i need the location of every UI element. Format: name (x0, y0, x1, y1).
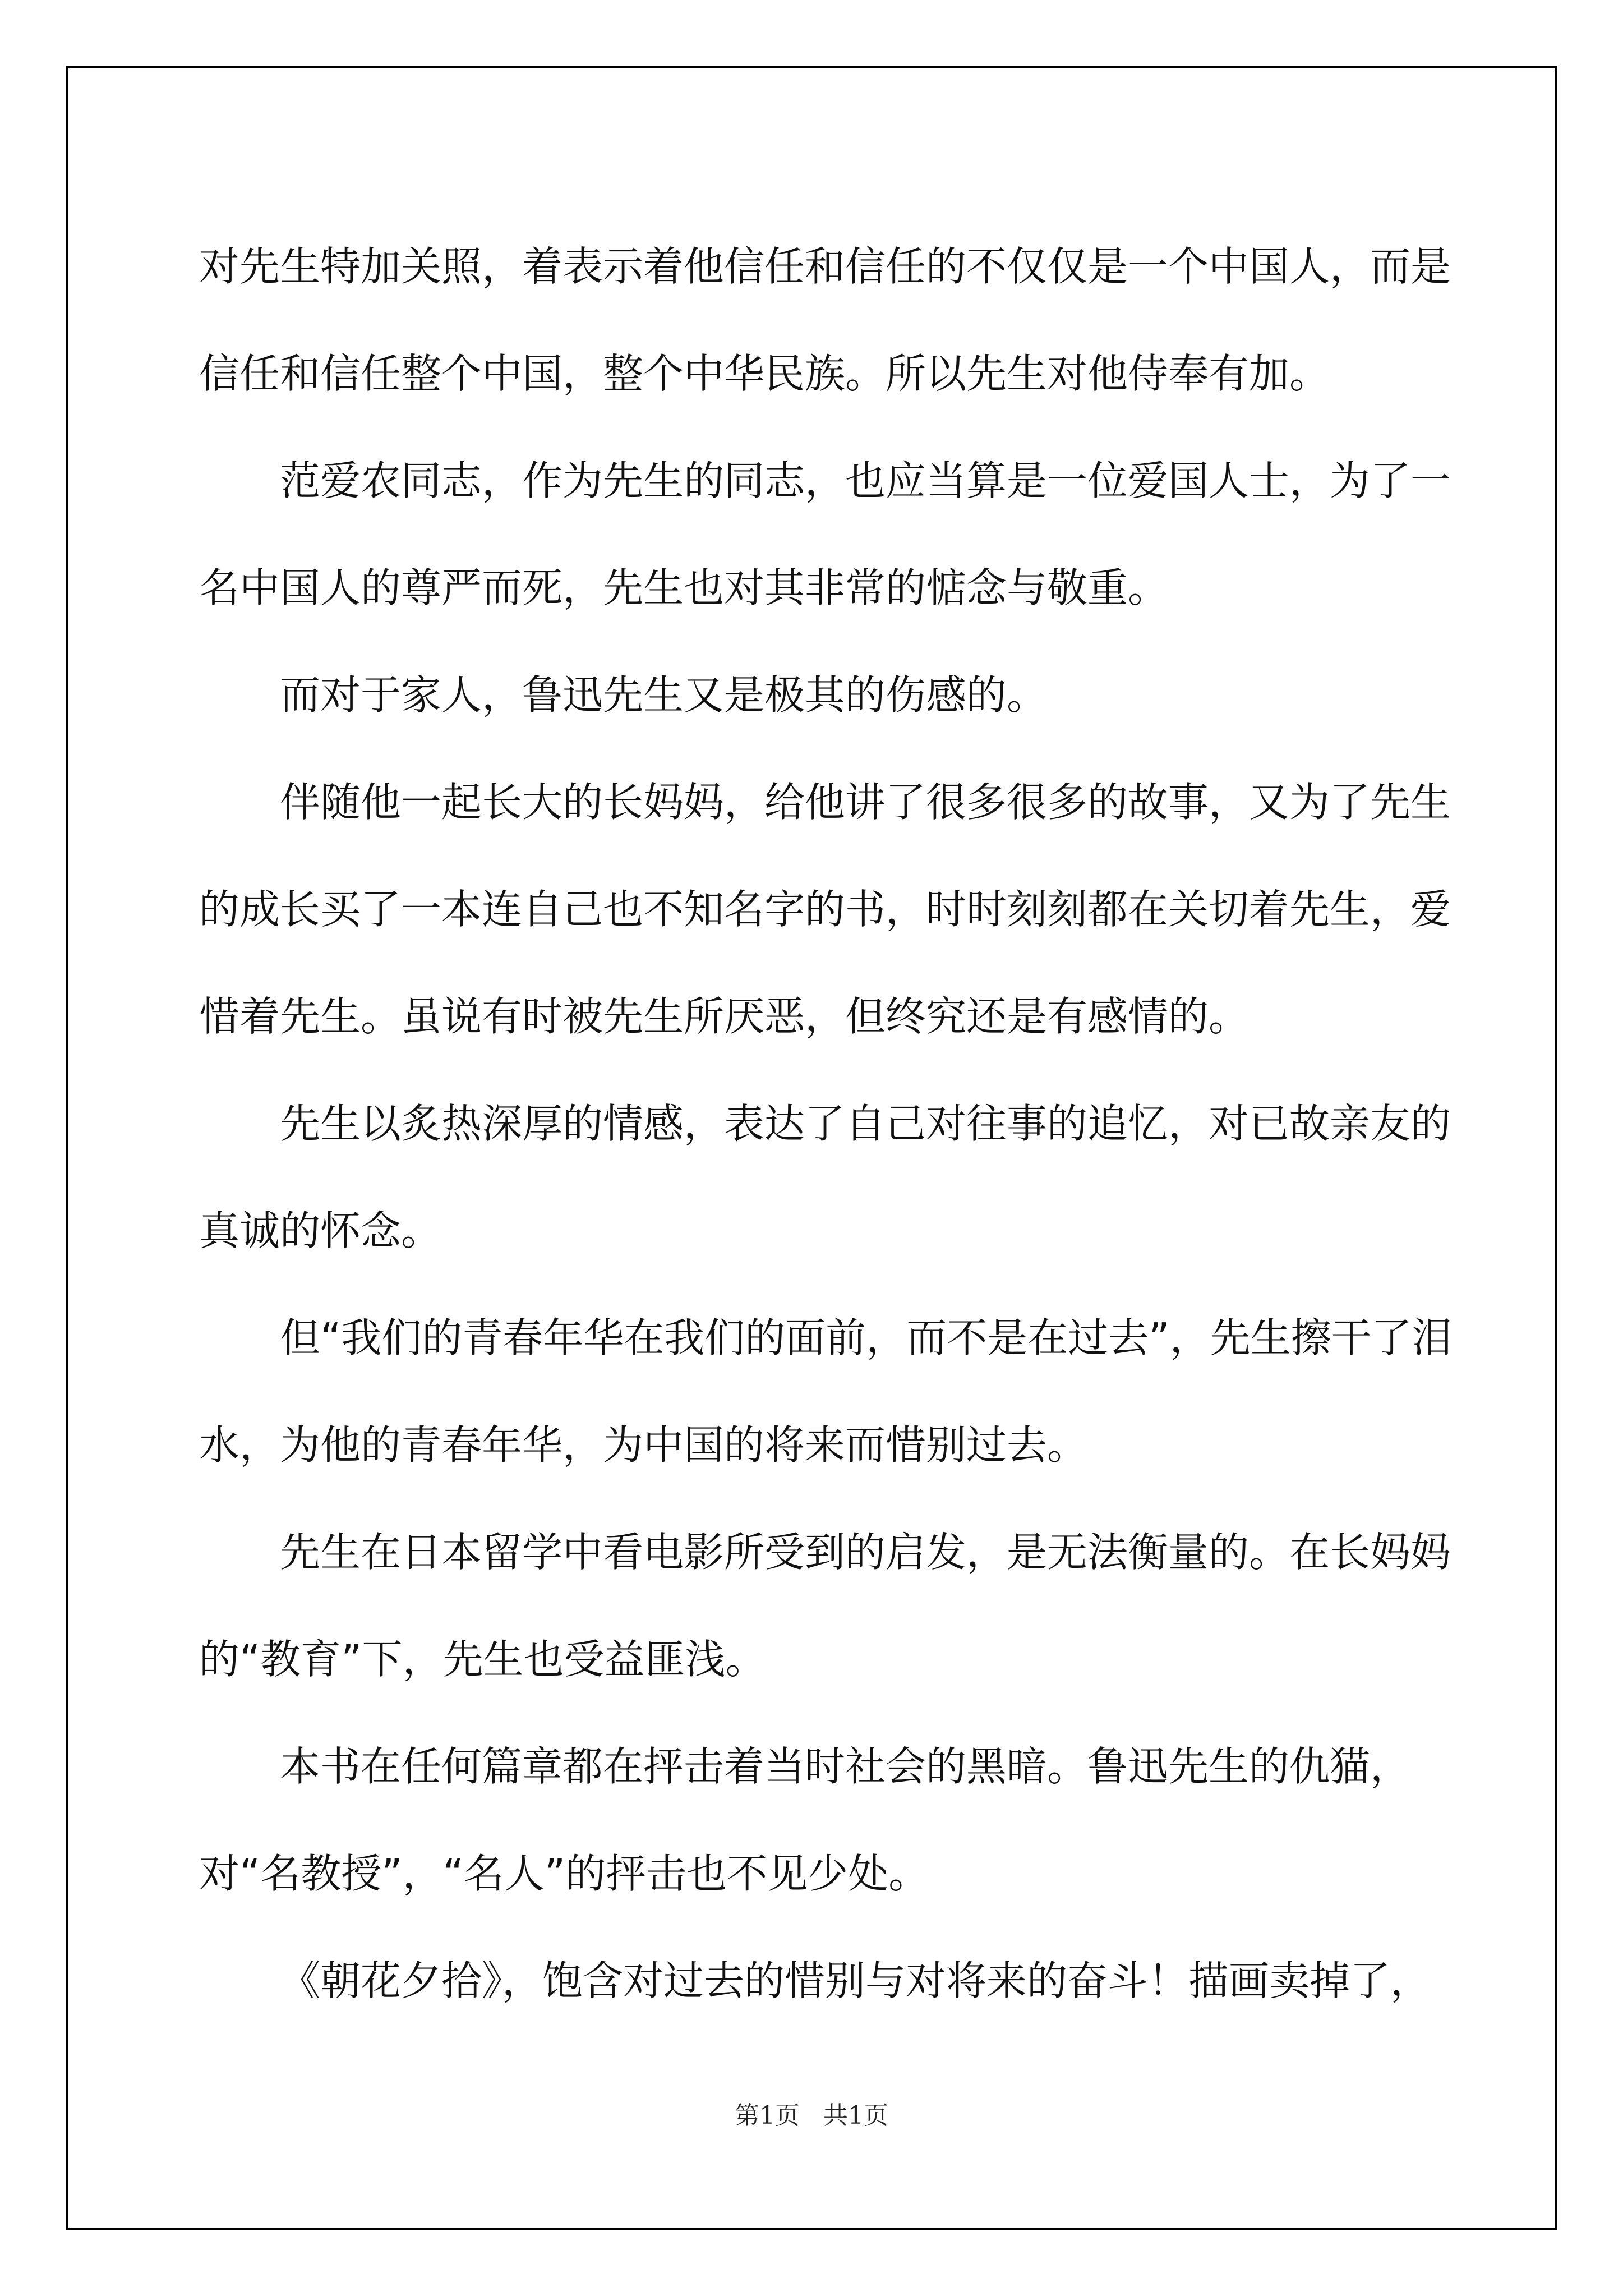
paragraph-9: 《朝花夕拾》，饱含对过去的惜别与对将来的奋斗！描画卖掉了， (280, 1957, 1431, 2004)
paragraph-6: 但“我们的青春年华在我们的面前，而不是在过去”，先生擦干了泪水，为他的青春年华，为中国的将来而惜别过去。 (199, 1314, 1453, 1469)
paragraph-1: 对先生特加关照，着表示着他信任和信任的不仅仅是一个中国人，而是信任和信任整个中国，整个中华民族。所以先生对他侍奉有加。 (199, 243, 1451, 397)
paragraph-7: 先生在日本留学中看电影所受到的启发，是无法衡量的。在长妈妈的“教育”下，先生也受益匪浅。 (199, 1529, 1451, 1683)
paragraph-3: 而对于家人，鲁迅先生又是极其的伤感的。 (280, 671, 1048, 719)
paragraph-8: 本书在任何篇章都在抨击着当时社会的黑暗。鲁迅先生的仇猫，对“名教授”，“名人”的抨击也不见少处。 (199, 1743, 1411, 1897)
document-body (199, 213, 1467, 2035)
paragraph-2: 范爱农同志，作为先生的同志，也应当算是一位爱国人士，为了一名中国人的尊严而死，先生也对其非常的惦念与敬重。 (199, 457, 1451, 611)
page-number-footer: 第1页 共1页 (735, 2101, 888, 2130)
paragraph-4: 伴随他一起长大的长妈妈，给他讲了很多很多的故事，又为了先生的成长买了一本连自己也不知名字的书，时时刻刻都在关切着先生，爱惜着先生。虽说有时被先生所厌恶，但终究还是有感情的。 (199, 779, 1451, 1040)
paragraph-5: 先生以炙热深厚的情感，表达了自己对往事的追忆，对已故亲友的真诚的怀念。 (199, 1100, 1451, 1254)
